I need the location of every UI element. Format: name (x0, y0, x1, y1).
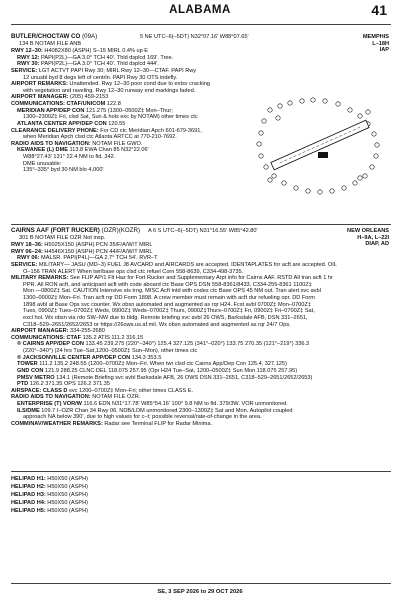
cairns-remark-line (11, 414, 391, 421)
helipad-line (11, 507, 391, 515)
cairns-title: CAIRNS AAF (FORT RUCKER) (OZR)(KOZR) (11, 227, 141, 234)
butler-remark-label: CLEARANCE DELIVERY PHONE: (11, 127, 99, 134)
butler-remark-text: NOTAM FILE GWO. (90, 140, 143, 147)
butler-remark-line (11, 154, 261, 161)
cairns-side-info: NEW ORLEANS H–9A, L–22I DIAP, AD (347, 228, 389, 248)
butler-remark-line (11, 128, 261, 135)
cairns-remark-text: 111.2 135.2 248.55 (1200–0700Z‡ Mon–Fri. When twr clsd ctc Cairns App/Dep Con 125.4, 327.125) (37, 361, 287, 368)
butler-remark-label: RADIO AIDS TO NAVIGATION: (11, 140, 91, 147)
cairns-remark-label: ® JACKSONVILLE CENTER APP/DEP CON (17, 354, 131, 361)
cairns-remark-line (11, 328, 391, 335)
cairns-remark-line (11, 335, 391, 342)
cairns-remark-text: 121.9 288.25 CLNC DEL 118.075 257.95 (Opr H24 Tue–Sat, 1200–0500Z‡ Sun Mon 118.075 257.95) (43, 367, 298, 374)
butler-remark-line (11, 94, 261, 101)
butler-remark-line (11, 121, 261, 128)
cairns-remark-label: RWY 06: (17, 255, 40, 262)
butler-remark-text: W88°27.43' 131° 22.4 NM to fld. 342. (23, 154, 116, 160)
butler-remark-label: KEWANEE (L) DME (17, 147, 68, 154)
cairns-remark-line (11, 401, 391, 408)
butler-remark-text: Unattended. Rwy 12–30 poor cond due to extsv cracking (67, 81, 210, 88)
cairns-remark-text: 109.7 I–OZR Chan 34 Rwy 06. NDB/LOM unmonitored 2300–1300Z‡ Sat and Mon. Autopilot coupled (39, 407, 293, 414)
butler-remark-text: LGT ACTVT PAPI Rwy 30; MIRL Rwy 12–30—CTAF. PAPI Rwy (37, 67, 197, 74)
cairns-remark-line (11, 295, 391, 302)
helipad-line (11, 483, 391, 491)
cairns-remark-text: 133.45 239.275 (220°–340°) 125.4 327.125 (341°–020°) 133.75 270.35 (121°–219°) 336.3 (83, 341, 310, 348)
cairns-remark-line (11, 302, 391, 309)
helipad-text: H50X50 (ASPH) (45, 500, 88, 506)
cairns-remark-line (11, 262, 391, 269)
butler-remark-line (11, 141, 261, 148)
butler-airport-diagram (250, 92, 390, 202)
butler-title: BUTLER/CHOCTAW CO (09A) (11, 33, 98, 40)
cairns-remark-text: 1300–0000Z‡ Mon–Fri. Tran acft rqr DD Form 1898. A crew member must remain with acft dur refueling opr. DD Form (23, 295, 315, 301)
butler-remark-line (11, 167, 261, 174)
helipad-line (11, 499, 391, 507)
cairns-remark-text: 134.3 353.5 (130, 354, 162, 361)
butler-remark-label: RWY 12–30: (11, 48, 43, 54)
cairns-remark-label: RWY 06–24: (11, 248, 43, 255)
cairns-remark-line (11, 288, 391, 295)
cairns-remark-text: H5025X150 (ASPH) PCN 35/F/A/W/T MIRL (42, 242, 153, 248)
cairns-remark-label: MILITARY REMARKS: (11, 275, 69, 282)
butler-side-info: MEMPHIS L–18H IAP (362, 34, 389, 54)
cairns-remark-line (11, 255, 391, 262)
helipad-line (11, 475, 391, 483)
cairns-remark-text: Tues, 0900Z‡ Tues–0700Z‡ Weds, 0900Z‡ Weds–0700Z‡ Thurs, 0900Z‡Thurs–0700Z‡ Fri, 0900Z‡ Fri–0700Z‡ Sat, (23, 308, 315, 315)
cairns-remark-line (11, 355, 391, 362)
cairns-remark-line (11, 282, 391, 289)
butler-remark-text: 121.275 (1300–0500Z‡ Mon–Thur; (84, 107, 173, 114)
butler-remark-line (11, 75, 261, 82)
helipad-text: H50X50 (ASPH) (45, 492, 88, 498)
cairns-remark-label: PTD (17, 381, 29, 388)
butler-remark-line (11, 88, 261, 95)
helipad-list (11, 475, 391, 515)
butler-remark-label: COMMUNICATIONS: CTAF/UNICOM (11, 101, 106, 107)
butler-remarks (11, 48, 261, 174)
cairns-remark-line (11, 341, 391, 348)
cairns-remark-text: Mon —0800Z‡ Sat. CAUTION Intensive sts trng. MISC Acft intd with codes ctc Base OPS 45 NM out. Tran alert svc avbl (23, 288, 321, 295)
butler-remark-text: H4082X80 (ASPH) S–15 MIRL 0.4% up E (42, 48, 149, 54)
butler-remark-text: PAPI(P2L)—GA 3.0° TCH 40'. Thld dsplcd 169'. Tree. (39, 54, 174, 61)
butler-remark-text: 120.55 (106, 120, 126, 127)
helipad-line (11, 491, 391, 499)
butler-info: 5 NE UTC–6(–5DT) N32°07.16' W88°07.65' (140, 34, 249, 40)
cairns-remark-line (11, 348, 391, 355)
butler-remark-line (11, 55, 261, 62)
cairns-remark-text: NOTAM FILE OZR. (90, 394, 141, 401)
butler-remark-text: 113.8 EWA Chan 85 N32°22.06' (67, 147, 149, 154)
cairns-remark-text: (220°–340°) (24 hrs Tue–Sat,1200–0500Z‡ Sun–Mon), other times ctc (23, 348, 198, 354)
runway-12-30 (271, 120, 369, 170)
section-divider (11, 224, 391, 225)
butler-line2: 134 B NOTAM FILE ANB (19, 41, 82, 47)
helipad-text: H50X50 (ASPH) (45, 508, 88, 514)
butler-remark-text: when Meridian Apch clsd ctc Atlanta ARTCC at 770-210-7692. (23, 134, 177, 141)
cairns-remark-label: AIRPORT MANAGER: (11, 328, 69, 335)
butler-remark-line (11, 48, 261, 55)
cairns-remark-text: 135.2 ATIS 111.2 316.15 (81, 334, 144, 341)
helipad-label: HELIPAD H1: (11, 476, 46, 482)
butler-remark-text: For CD ctc Meridian Apch 601-679-3691, (98, 127, 202, 134)
helipad-label: HELIPAD H5: (11, 508, 46, 514)
butler-remark-label: AIRPORT REMARKS: (11, 81, 68, 88)
cairns-remark-label: ® CAIRNS APP/DEP CON (17, 341, 84, 348)
cairns-remark-label: SERVICE: (11, 261, 38, 268)
helipad-divider (11, 471, 391, 472)
butler-remark-text: 135°–335° byd 30 NM blo 4,000' (23, 167, 104, 174)
cairns-remark-label: COMM/NAV/WEATHER REMARKS: (11, 420, 103, 427)
cairns-remark-line (11, 421, 391, 428)
butler-remark-label: RWY 12: (17, 54, 40, 61)
cairns-remark-text: See FLIP AP/1 Flt Haz for Fort Rucker and Supplementary Arpt info for Cairns AAF. RSTD All tran acft 1 hr (68, 275, 333, 282)
cairns-remark-label: RADIO AIDS TO NAVIGATION: (11, 394, 91, 401)
cairns-remark-label: PMSV METRO (17, 374, 55, 381)
cairns-remark-line (11, 368, 391, 375)
cairns-remark-label: TOWER (17, 361, 38, 368)
butler-remark-text: (205) 459-2153 (68, 94, 109, 101)
cairns-remark-text: C318–529–2651/2652/2653 or https://26ows.us.af.mil. Wx obsn automated and augmented as rqr 24/7 Ops. (23, 321, 291, 328)
cairns-remark-line (11, 308, 391, 315)
cairns-remark-text: 1898 avbl at Base Ops svc counter. Wx obsn automated and augmented as rqr H24. Fcst avbl 0700Z‡ Mon–0700Z‡ (23, 301, 311, 308)
cairns-remark-line (11, 269, 391, 276)
helipad-label: HELIPAD H2: (11, 484, 46, 490)
cairns-remark-line (11, 408, 391, 415)
cairns-remark-text: 334-255-2680 (68, 328, 105, 335)
cairns-remark-text: approach NA below 390', due to high values for c–t; possible reversal/rate-of-change in the area. (23, 414, 262, 421)
butler-remark-label: MERIDIAN APP/DEP CON (17, 107, 85, 114)
butler-remark-text: DME unusable: (23, 160, 62, 167)
helipad-text: H50X50 (ASPH) (45, 484, 88, 490)
cairns-remark-line (11, 381, 391, 388)
butler-remark-line (11, 147, 261, 154)
butler-remark-text: 1300–2300Z‡ Fri, clsd Sat, Sun & hols exc by NOTAM) other times ctc (23, 114, 198, 121)
butler-remark-line (11, 101, 261, 108)
butler-remark-text: 122.8 (105, 101, 121, 107)
cairns-remark-text: PPR. All RON acft, and anticipant acft with code aboard ctc Base OPS DSN 558-8361/8433, C334-255-8361 1100Z‡ (23, 281, 312, 288)
footer-rule (11, 583, 391, 584)
cairns-remark-text: 126.2 371.35 OPS 126.2 371.35 (28, 381, 110, 388)
cairns-remark-text: MALSR. PAPI(P4L)—GA 2.7° TCH 54'. RVR–T (39, 255, 158, 262)
cairns-remark-label: COMMUNICATIONS: CTAF (11, 334, 82, 341)
cairns-remark-label: ILS/DME (17, 407, 40, 414)
cairns-remarks (11, 242, 391, 428)
butler-remark-text: 12 unusbl byd 8 degs left of centrln. PAPI Rwy 30 OTS indefly. (23, 74, 178, 81)
helipad-label: HELIPAD H3: (11, 492, 46, 498)
butler-remark-line (11, 161, 261, 168)
butler-remark-line (11, 61, 261, 68)
butler-remark-label: AIRPORT MANAGER: (11, 94, 69, 101)
butler-remark-line (11, 68, 261, 75)
cairns-remark-text: MILITARY— JASU (MD–3) FUEL J8 AVCARD and AIRCARDS are accepted. IDENTAPLATES for acft are accepted. OIL (37, 261, 337, 268)
page-header (0, 0, 400, 22)
butler-remark-line (11, 114, 261, 121)
cairns-remark-line (11, 242, 391, 249)
state-title: ALABAMA (169, 4, 231, 16)
butler-remark-line (11, 81, 261, 88)
page-number: 41 (371, 2, 387, 18)
butler-remark-text: with vegetation and raveling. Rwy 12–30 runway end markings faded. (23, 87, 196, 94)
butler-remark-text: PAPI(P2L)—GA 3.0° TCH 40'. Thld dsplcd 444'. (39, 61, 159, 68)
cairns-remark-label: RWY 18–36: (11, 242, 43, 248)
cairns-remark-line (11, 388, 391, 395)
cairns-remark-line (11, 375, 391, 382)
cairns-remark-label: AIRSPACE: CLASS D (11, 387, 68, 394)
cairns-remark-line (11, 315, 391, 322)
header-rule (11, 24, 391, 25)
footer-dates: SE, 3 SEP 2026 to 29 OCT 2026 (157, 589, 243, 595)
cairns-remark-line (11, 249, 391, 256)
butler-remark-label: ATLANTA CENTER APP/DEP CON (17, 120, 107, 127)
helipad-text: H50X50 (ASPH) (45, 476, 88, 482)
cairns-remark-text: svc 1200–0700Z‡ Mon–Fri; other times CLASS E. (67, 387, 194, 394)
cairns-remark-text: H4546X150 (ASPH) PCN 44/F/A/W/T MIRL (42, 248, 153, 255)
cairns-remark-line (11, 275, 391, 282)
cairns-remark-text: excl hol. Wx obsn via rdo SW–NW due to bldg. Remote briefing svc avbl 26 OWS, Barksdale AFB, DSN 331–2651, (23, 314, 308, 321)
butler-remark-line (11, 134, 261, 141)
cairns-remark-text: Radar see Terminal FLIP for Radar Minima. (102, 420, 213, 427)
cairns-remark-line (11, 394, 391, 401)
cairns-remark-text: 134.1 (Remote Briefing svc avbl Barksdale AFB, 26 OWS DSN 331–2651, C318–529–2651/2652/2653) (54, 374, 313, 381)
butler-remark-label: RWY 30: (17, 61, 40, 68)
cairns-remark-line (11, 322, 391, 329)
butler-remark-label: SERVICE: (11, 67, 38, 74)
cairns-remark-label: GND CON (17, 367, 44, 374)
cairns-remark-label: ENTERPRISE (T) VOR/W (17, 401, 82, 407)
cairns-remark-text: 116.6 EDN N31°17.78' W85°54.16' 100° 9.8 NM to fld. 379/3W. VOR unmonitored. (81, 401, 288, 407)
cairns-remark-line (11, 361, 391, 368)
cairns-remark-text: O–156 TRAN ALERT When twr/base ops clsd ctc refuel Corn 558-8639, C334-498-3735. (23, 268, 244, 275)
helipad-label: HELIPAD H4: (11, 500, 46, 506)
butler-remark-line (11, 108, 261, 115)
cairns-info: A 6 S UTC–6(–5DT) N31°16.55' W85°42.80' (148, 228, 258, 234)
cairns-line2: 301 B NOTAM FILE OZR Not insp. (19, 235, 106, 241)
